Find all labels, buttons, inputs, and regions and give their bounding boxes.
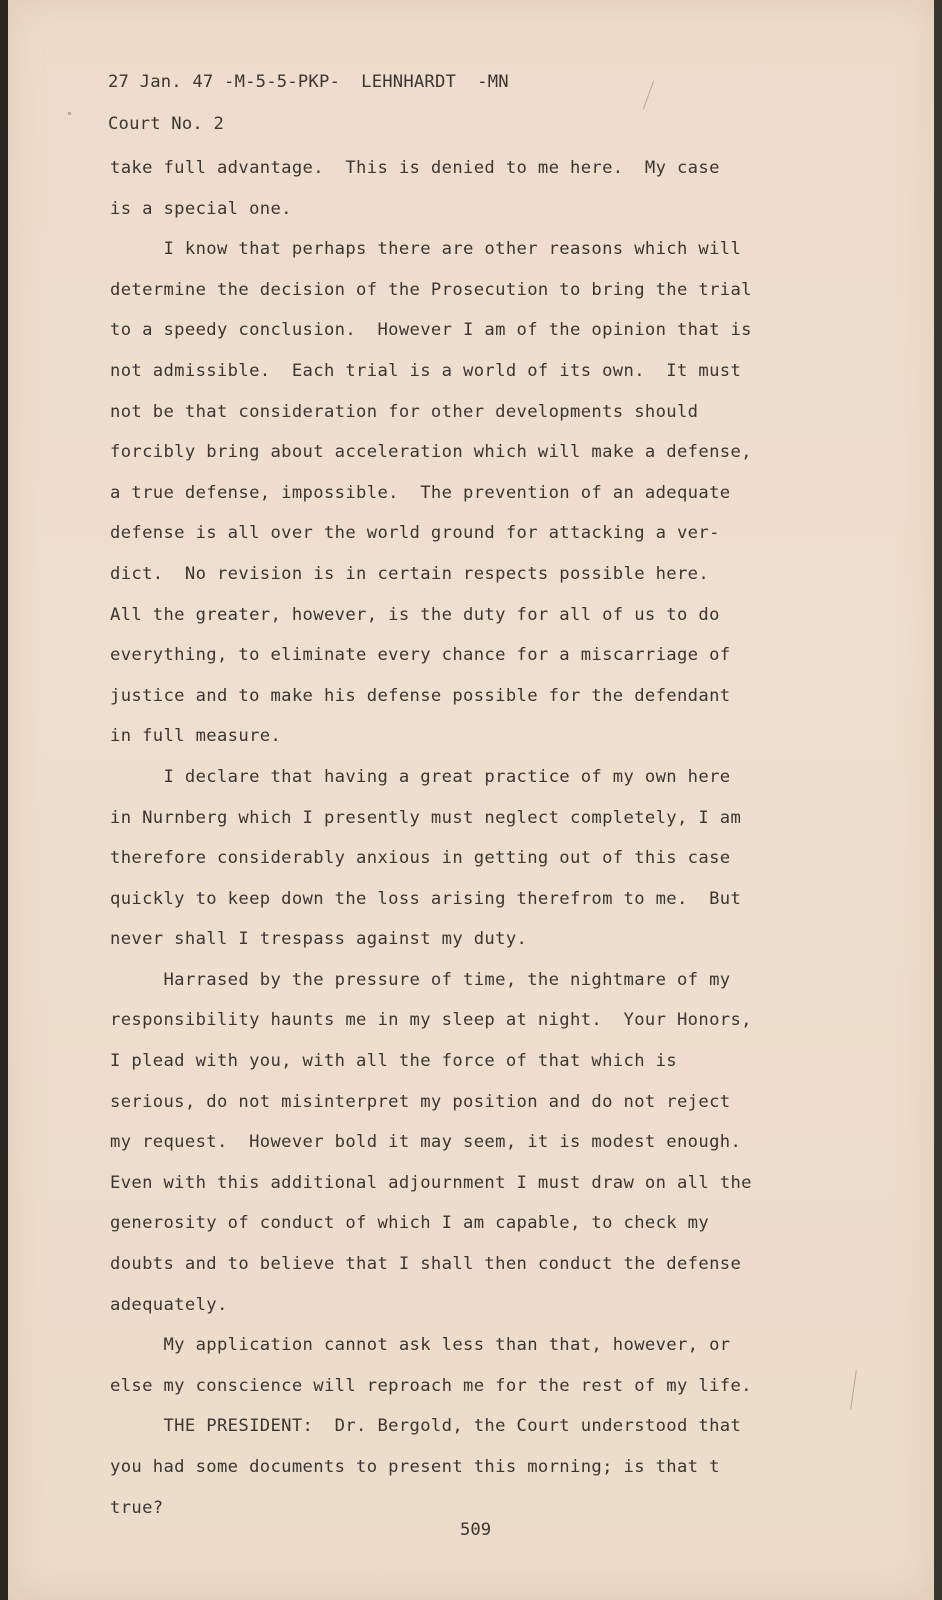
transcript-line: determine the decision of the Prosecution to bring the trial — [110, 279, 752, 300]
transcript-line: my request. However bold it may seem, it is modest enough. — [110, 1132, 742, 1153]
paper-mark — [643, 81, 654, 110]
transcript-line: justice and to make his defense possible for the defendant — [110, 685, 731, 706]
transcript-line: I declare that having a great practice of my own here — [110, 766, 731, 787]
transcript-line: not be that consideration for other developments should — [110, 401, 699, 422]
transcript-line: therefore considerably anxious in getting out of this case — [110, 848, 731, 869]
transcript-line: to a speedy conclusion. However I am of the opinion that is — [110, 320, 752, 341]
document-page — [8, 0, 934, 1600]
header-court-number: Court No. 2 — [108, 114, 225, 134]
transcript-line: dict. No revision is in certain respects possible here. — [110, 563, 710, 584]
transcript-line: else my conscience will reproach me for the rest of my life. — [110, 1375, 752, 1396]
page-edge-shadow — [934, 0, 942, 1600]
transcript-line: not admissible. Each trial is a world of its own. It must — [110, 360, 742, 381]
transcript-body — [110, 148, 870, 1528]
transcript-line: serious, do not misinterpret my position and do not reject — [110, 1091, 731, 1112]
transcript-line: everything, to eliminate every chance for a miscarriage of — [110, 645, 731, 666]
transcript-line: All the greater, however, is the duty for all of us to do — [110, 604, 720, 625]
transcript-line: responsibility haunts me in my sleep at night. Your Honors, — [110, 1010, 752, 1031]
page-number: 509 — [460, 1520, 492, 1540]
transcript-line: true? — [110, 1497, 164, 1518]
transcript-line: is a special one. — [110, 198, 292, 219]
transcript-line: you had some documents to present this morning; is that t — [110, 1457, 720, 1477]
header-transcript-id: 27 Jan. 47 -M-5-5-PKP- LEHNHARDT -MN — [108, 72, 509, 92]
paper-speck — [68, 112, 71, 115]
transcript-line: in full measure. — [110, 726, 282, 747]
transcript-line: I know that perhaps there are other reasons which will — [110, 239, 742, 260]
transcript-line: take full advantage. This is denied to me here. My case — [110, 158, 720, 178]
transcript-line: forcibly bring about acceleration which will make a defense, — [110, 442, 752, 463]
transcript-line: Even with this additional adjournment I must draw on all the — [110, 1172, 752, 1193]
transcript-line: never shall I trespass against my duty. — [110, 929, 528, 950]
transcript-line: THE PRESIDENT: Dr. Bergold, the Court understood that — [110, 1416, 742, 1437]
transcript-line: doubts and to believe that I shall then conduct the defense — [110, 1254, 742, 1275]
transcript-line: in Nurnberg which I presently must neglect completely, I am — [110, 807, 742, 828]
transcript-line: Harrased by the pressure of time, the nightmare of my — [110, 969, 731, 990]
transcript-line: a true defense, impossible. The prevention of an adequate — [110, 482, 731, 503]
transcript-line: quickly to keep down the loss arising therefrom to me. But — [110, 888, 742, 909]
transcript-line: defense is all over the world ground for attacking a ver- — [110, 523, 720, 544]
transcript-line: generosity of conduct of which I am capable, to check my — [110, 1213, 710, 1234]
transcript-line: My application cannot ask less than that, however, or — [110, 1335, 731, 1356]
transcript-line: I plead with you, with all the force of that which is — [110, 1051, 677, 1072]
transcript-line: adequately. — [110, 1294, 228, 1315]
